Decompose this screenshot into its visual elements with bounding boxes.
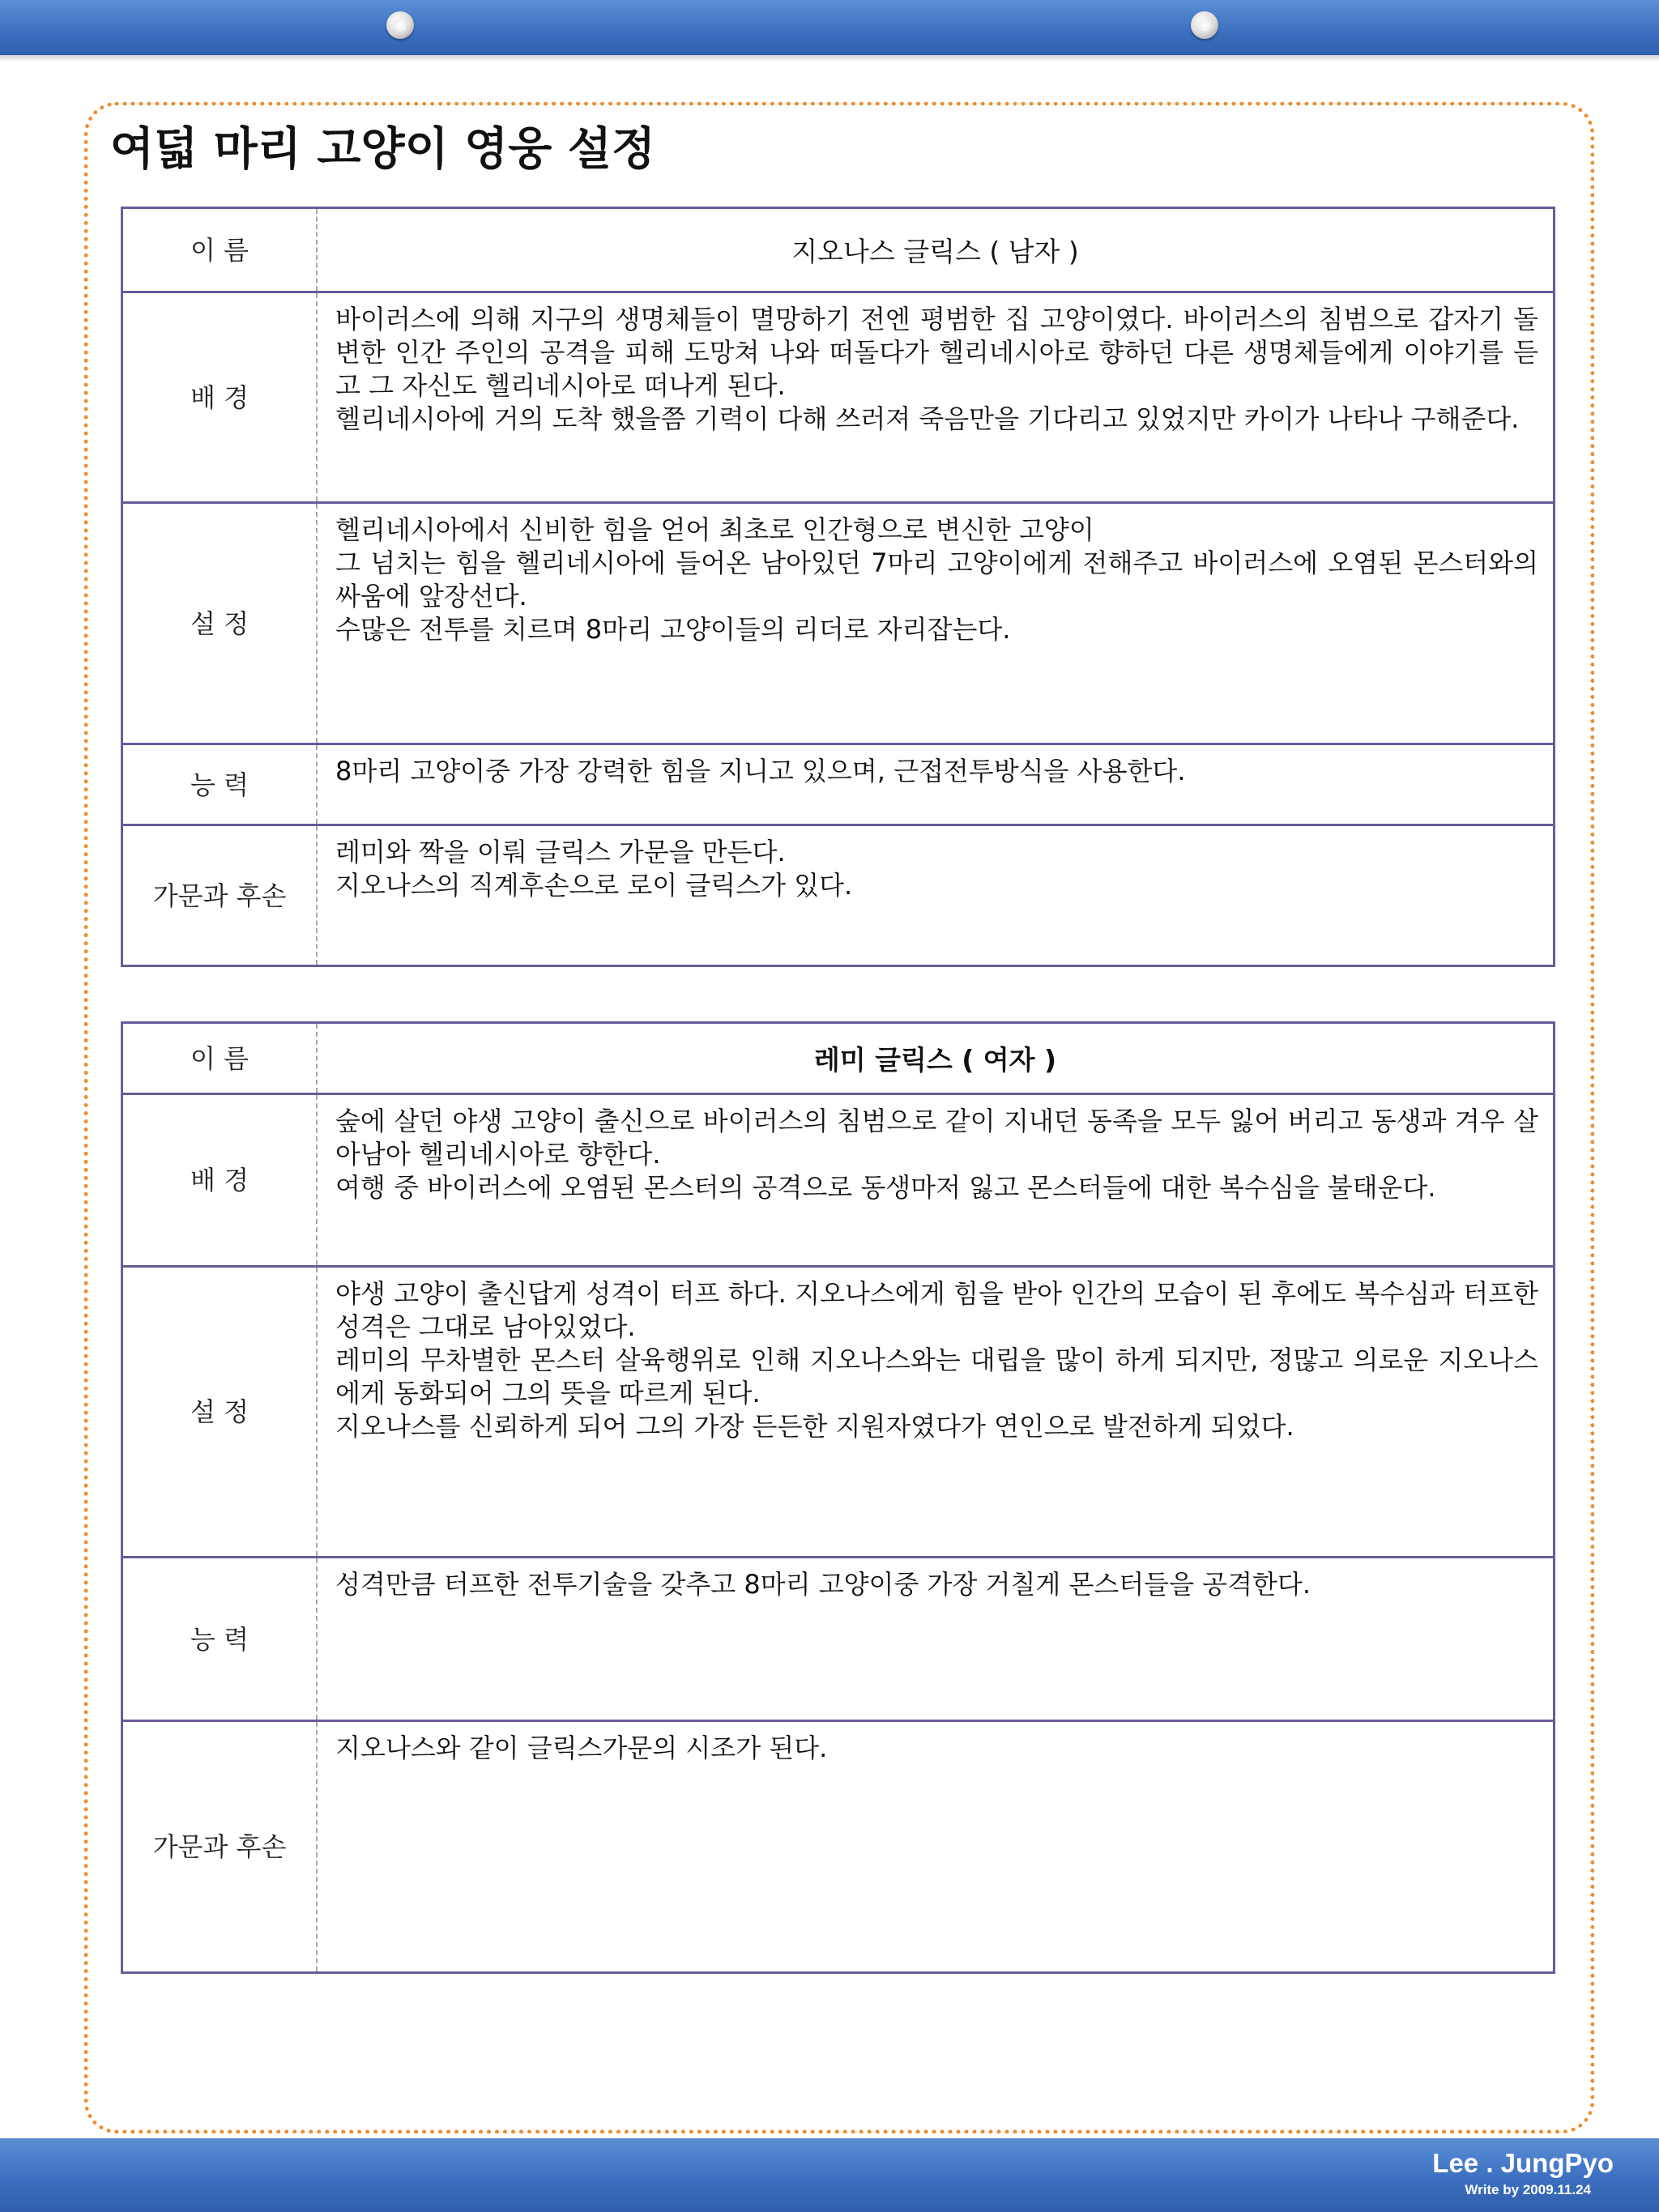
ability-paragraph: 성격만큼 터프한 전투기술을 갖추고 8마리 고양이중 가장 거칠게 몬스터들을 공격한다. (335, 1569, 1311, 1600)
background-paragraph: 헬리네시아에 거의 도착 했을쯤 기력이 다해 쓰러져 죽음만을 기다리고 있었지만 카이가 나타나 구해준다. (335, 403, 1520, 434)
setting-paragraph: 그 넘치는 힘을 헬리네시아에 들어온 남아있던 7마리 고양이에게 전해주고 바이러스에 오염된 몬스터와의 싸움에 앞장선다. (335, 548, 1538, 612)
ability-paragraph: 8마리 고양이중 가장 강력한 힘을 지니고 있으며, 근접전투방식을 사용한다. (335, 756, 1186, 786)
author-name: Lee . JungPyo (1432, 2148, 1614, 2178)
ability-row (122, 744, 1555, 825)
background-content (317, 1094, 1555, 1267)
background-label: 배 경 (122, 292, 318, 503)
background-row (122, 292, 1555, 503)
setting-content (317, 1267, 1555, 1558)
name-row (122, 208, 1555, 292)
ability-label: 능 력 (122, 1558, 318, 1721)
family-label: 가문과 후손 (122, 825, 318, 966)
background-paragraph: 숲에 살던 야생 고양이 출신으로 바이러스의 침범으로 같이 지내던 동족을 모두 잃어 버리고 동생과 겨우 살아남아 헬리네시아로 향한다. (335, 1106, 1538, 1170)
name-label: 이 름 (122, 208, 318, 292)
family-row (122, 825, 1555, 966)
setting-paragraph: 레미의 무차별한 몬스터 살육행위로 인해 지오나스와는 대립을 많이 하게 되지만, 정많고 의로운 지오나스에게 동화되어 그의 뜻을 따르게 된다. (335, 1345, 1538, 1409)
family-paragraph: 지오나스의 직계후손으로 로이 글릭스가 있다. (335, 870, 853, 901)
character-name: 레미 글릭스 ( 여자 ) (317, 1023, 1555, 1094)
family-paragraph: 레미와 짝을 이뤄 글릭스 가문을 만든다. (335, 837, 786, 867)
background-paragraph: 바이러스에 의해 지구의 생명체들이 멸망하기 전엔 평범한 집 고양이였다. 바이러스의 침범으로 갑자기 돌변한 인간 주인의 공격을 피해 도망쳐 나와 떠돌다가 헬리네시아로 향하던 다른 생명체들에게 이야기를 듣고 그 자신도 헬리네시아로 떠나게 된다. (335, 304, 1539, 401)
character-name: 지오나스 글릭스 ( 남자 ) (317, 208, 1555, 292)
background-label: 배 경 (122, 1094, 318, 1267)
ability-row (122, 1558, 1555, 1721)
binder-ring-right-icon (1191, 11, 1218, 39)
top-banner (0, 0, 1659, 55)
page-title: 여덟 마리 고양이 영웅 설정 (110, 123, 656, 176)
setting-paragraph: 지오나스를 신뢰하게 되어 그의 가장 든든한 지원자였다가 연인으로 발전하게 되었다. (335, 1411, 1294, 1442)
written-date: Write by 2009.11.24 (1465, 2182, 1591, 2197)
ability-content (317, 744, 1555, 825)
character-table-1 (121, 207, 1555, 967)
name-row (122, 1023, 1555, 1094)
name-label: 이 름 (122, 1023, 318, 1094)
background-row (122, 1094, 1555, 1267)
background-paragraph: 여행 중 바이러스에 오염된 몬스터의 공격으로 동생마저 잃고 몬스터들에 대한 복수심을 불태운다. (335, 1172, 1436, 1203)
setting-paragraph: 헬리네시아에서 신비한 힘을 얻어 최초로 인간형으로 변신한 고양이 (335, 514, 1094, 545)
ability-label: 능 력 (122, 744, 318, 825)
top-banner-shadow (0, 55, 1659, 62)
ability-content (317, 1558, 1555, 1721)
setting-label: 설 정 (122, 503, 318, 744)
family-label: 가문과 후손 (122, 1721, 318, 1973)
family-paragraph: 지오나스와 같이 글릭스가문의 시조가 된다. (335, 1733, 828, 1763)
bottom-banner (0, 2138, 1659, 2212)
setting-paragraph: 야생 고양이 출신답게 성격이 터프 하다. 지오나스에게 힘을 받아 인간의 모습이 된 후에도 복수심과 터프한 성격은 그대로 남아있었다. (335, 1278, 1538, 1342)
setting-content (317, 503, 1555, 744)
setting-row (122, 1267, 1555, 1558)
setting-paragraph: 수많은 전투를 치르며 8마리 고양이들의 리더로 자리잡는다. (335, 614, 1011, 645)
setting-row (122, 503, 1555, 744)
background-content (317, 292, 1555, 503)
binder-ring-left-icon (386, 11, 414, 39)
character-table-2 (121, 1021, 1555, 1974)
family-content (317, 1721, 1555, 1973)
setting-label: 설 정 (122, 1267, 318, 1558)
family-content (317, 825, 1555, 966)
family-row (122, 1721, 1555, 1973)
